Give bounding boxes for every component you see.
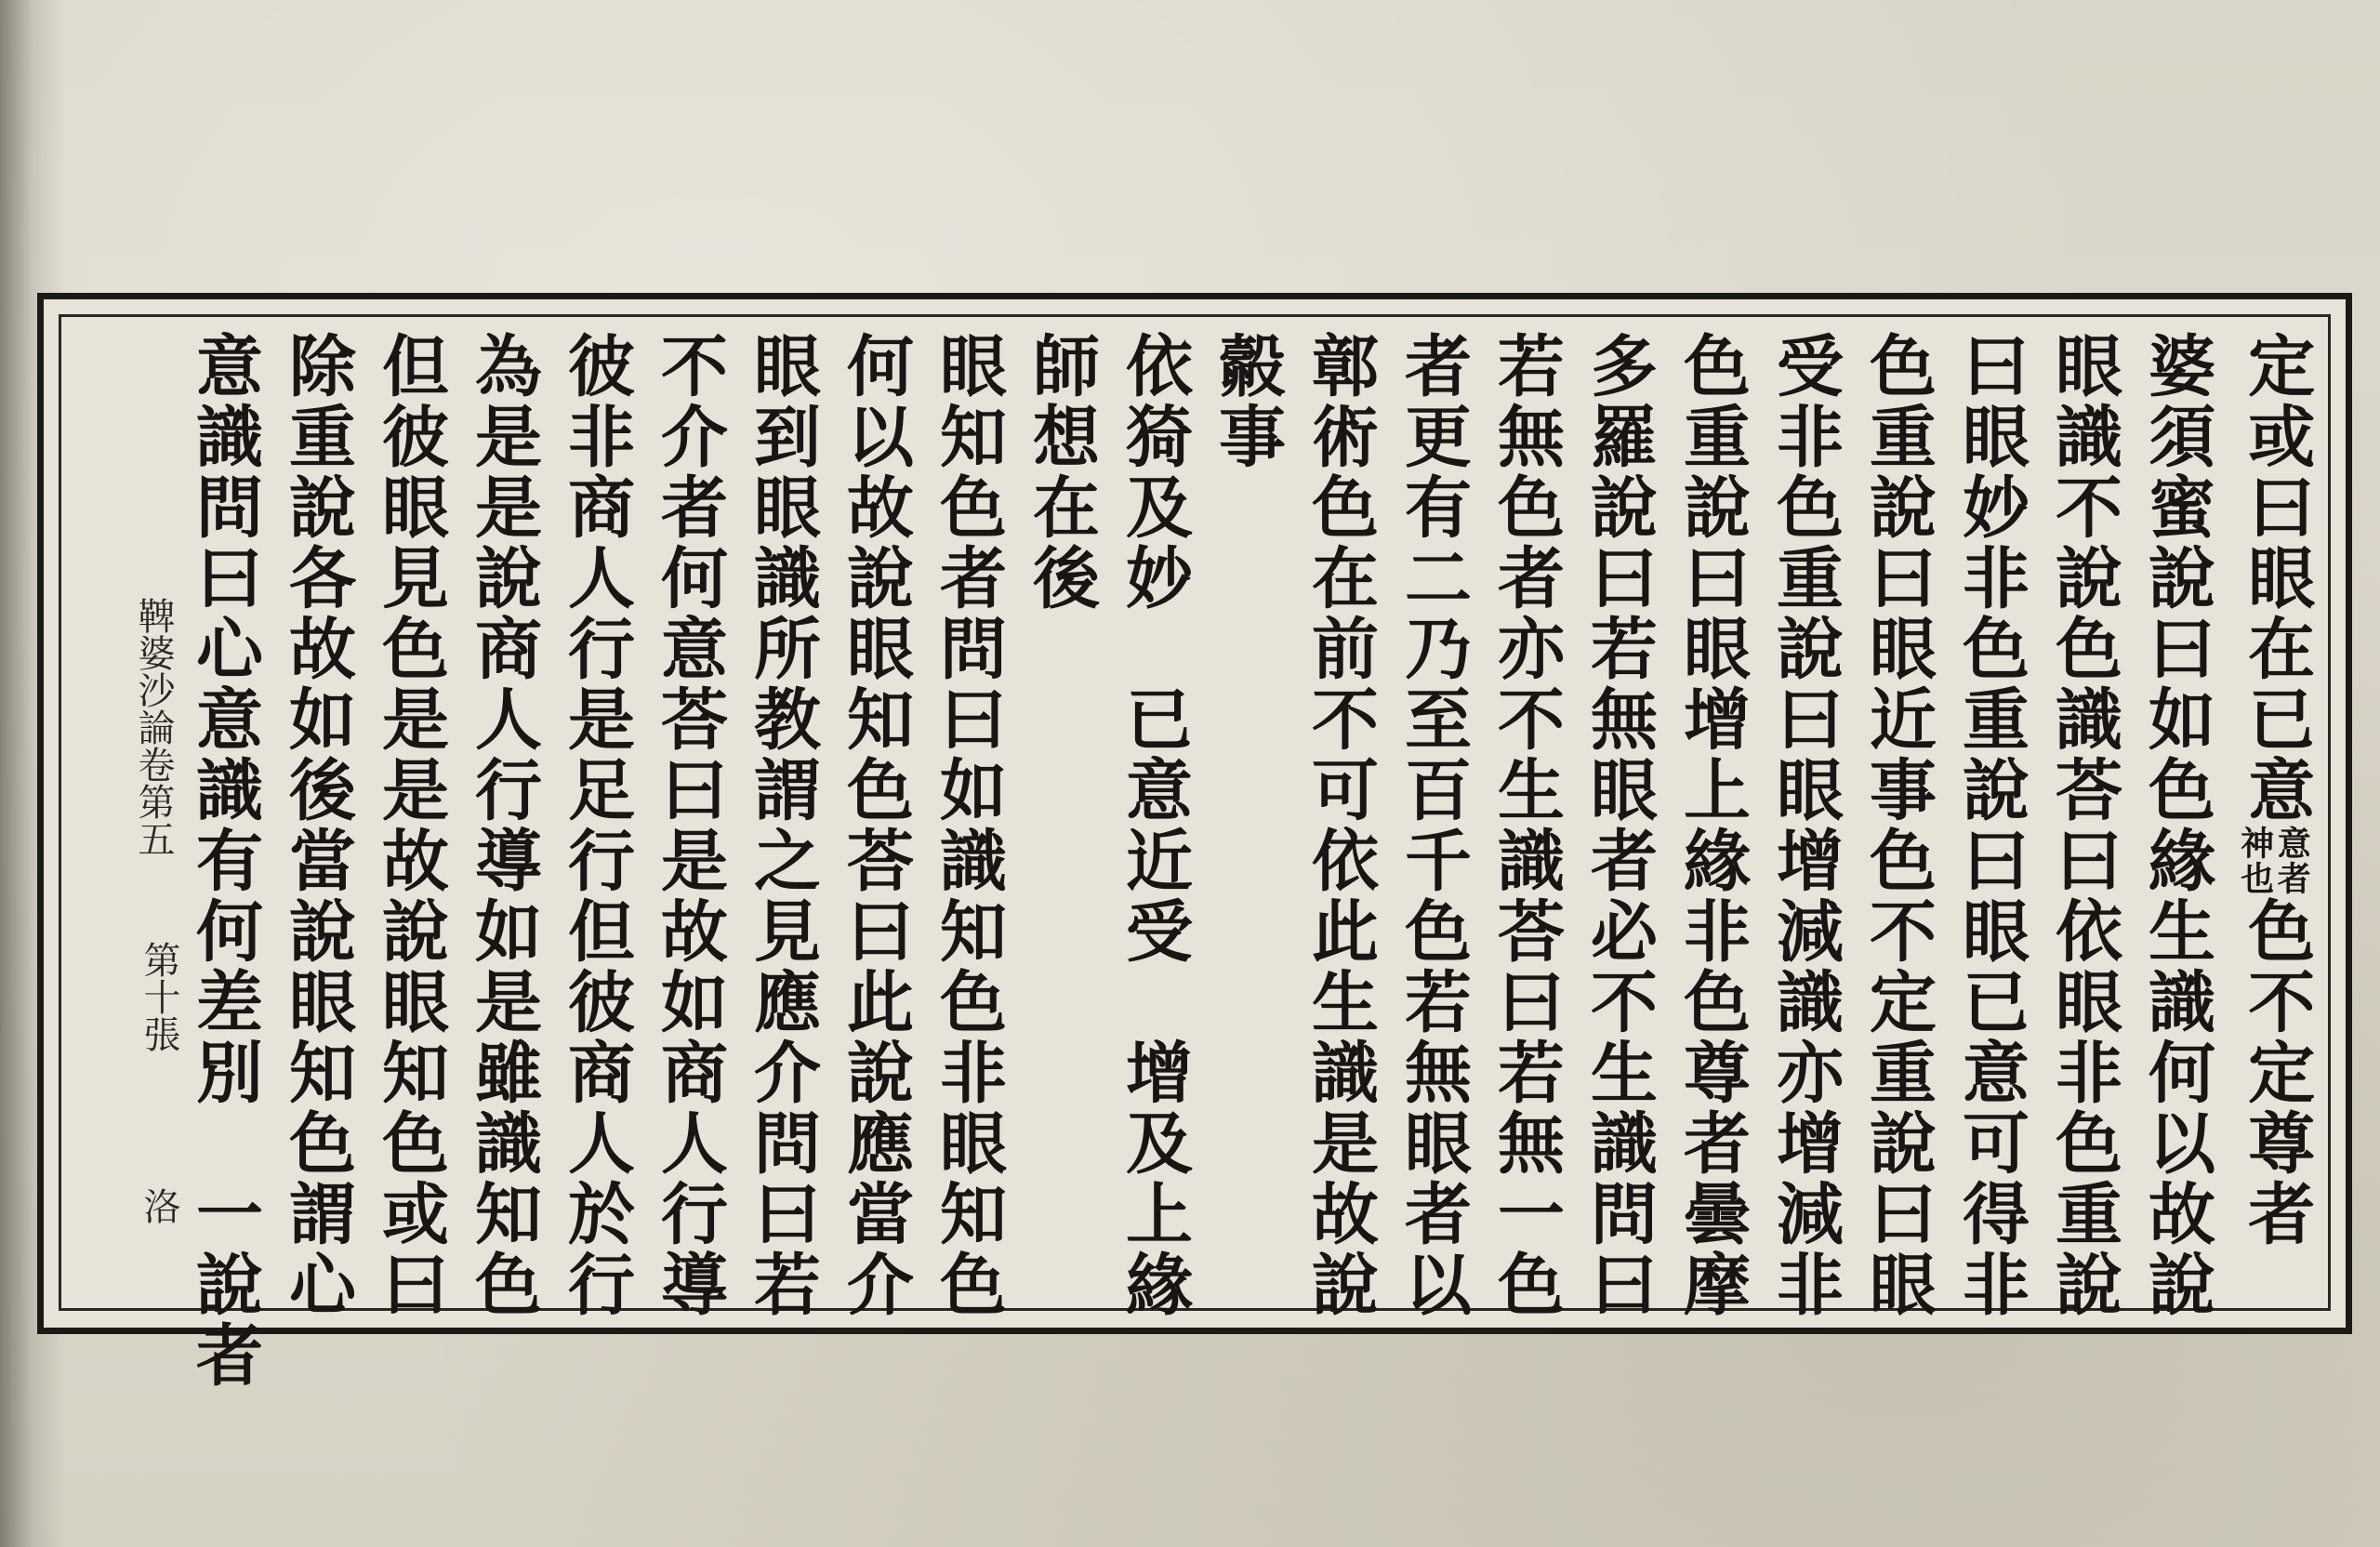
text-column-1-head: 定或曰眼在已意 — [2237, 331, 2317, 826]
interlinear-note-line-2: 神也 — [2235, 826, 2275, 896]
text-column-6: 受非色重說曰眼增減識亦增減非 — [1765, 331, 1844, 1320]
margin-leaf-number: 第十張 — [138, 941, 180, 1052]
woodblock-text-panel — [37, 293, 2352, 1391]
text-column-15: 眼知色者問曰如識知色非眼知色 — [929, 331, 1008, 1320]
text-column-7: 色重說曰眼增上緣非色尊者曇摩 — [1673, 331, 1752, 1320]
margin-title: 鞞婆沙論卷第五 — [132, 597, 175, 857]
text-column-5: 色重說曰眼近事色不定重說曰眼 — [1858, 331, 1937, 1320]
text-column-18: 不介者何意荅曰是故如商人行導 — [650, 331, 729, 1320]
interlinear-note — [2235, 826, 2312, 896]
text-column-1-tail: 色不定尊者 — [2237, 896, 2317, 1250]
text-column-2: 婆須蜜說曰如色緣生識何以故說 — [2137, 331, 2216, 1320]
text-column-21: 但彼眼見色是是故說眼知色或曰 — [371, 331, 450, 1320]
interlinear-note-line-1: 意者 — [2272, 826, 2312, 896]
text-column-22: 除重說各故如後當說眼知色謂心 — [278, 331, 357, 1320]
text-column-8: 多羅說曰若無眼者必不生識問曰 — [1580, 331, 1659, 1320]
text-column-11: 鄣術色在前不可依此生識是故說 — [1301, 331, 1380, 1320]
text-column-17: 眼到眼識所教謂之見應介問曰若 — [743, 331, 822, 1320]
text-column-9: 若無色者亦不生識荅曰若無一色 — [1487, 331, 1566, 1320]
text-column-3: 眼識不說色識荅曰依眼非色重說 — [2044, 331, 2123, 1320]
text-column-13: 依猗及妙 已意近受 增及上緣 — [1115, 331, 1194, 1320]
text-column-4: 曰眼妙非色重說曰眼已意可得非 — [1951, 331, 2030, 1320]
margin-carver-mark: 洛 — [138, 1187, 180, 1224]
text-column-10: 者更有二乃至百千色若無眼者以 — [1394, 331, 1473, 1320]
text-column-20: 為是是說商人行導如是雖識知色 — [464, 331, 543, 1320]
text-column-19: 彼非商人行是足行但彼商人於行 — [557, 331, 636, 1320]
text-column-23: 意識問曰心意識有何差別 一說者 — [185, 331, 264, 1391]
text-column-16: 何以故說眼知色荅曰此說應當介 — [836, 331, 915, 1320]
text-column-14: 師想在後 — [1022, 331, 1101, 614]
text-column-1 — [2235, 331, 2317, 1250]
text-column-12: 㲉事 — [1208, 331, 1287, 472]
